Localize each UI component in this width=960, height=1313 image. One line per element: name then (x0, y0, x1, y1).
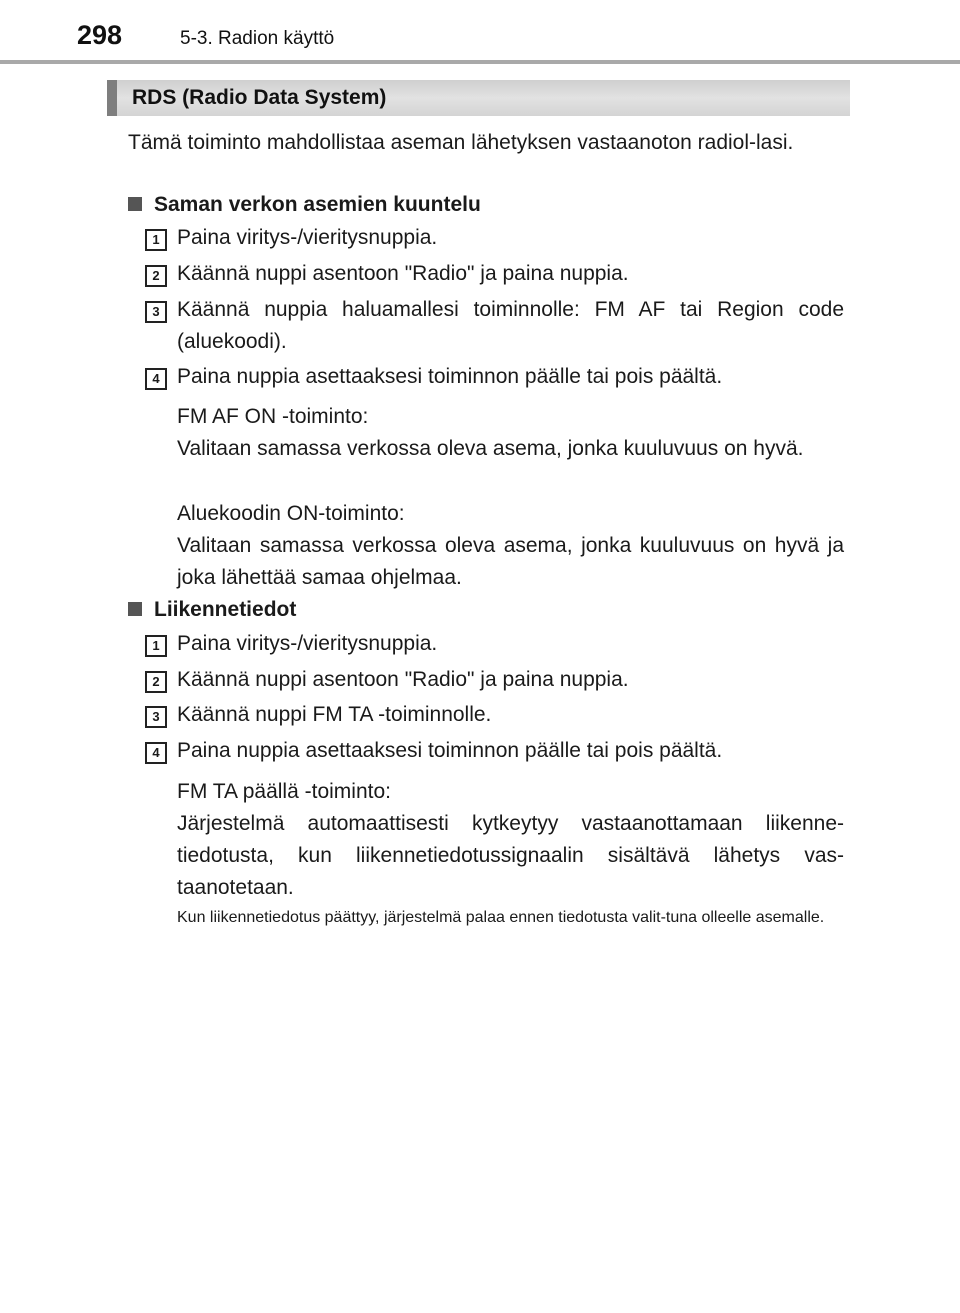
subheading-text: Saman verkon asemien kuuntelu (154, 193, 481, 216)
note-label: FM AF ON -toiminto: (177, 405, 369, 428)
step-number-badge: 4 (145, 368, 167, 390)
step-text: Käännä nuppi asentoon "Radio" ja paina nuppia. (177, 262, 629, 285)
note-text: Järjestelmä automaattisesti kytkeytyy vastaanottamaan liikenne-tiedotusta, kun liikennetiedotussignaalin sisältävä lähetys vas-taanotetaan. (177, 812, 844, 899)
step-number-badge: 3 (145, 301, 167, 323)
step-number-badge: 2 (145, 265, 167, 287)
note-label: FM TA päällä -toiminto: (177, 780, 391, 803)
page-number: 298 (77, 20, 123, 50)
note-text: Valitaan samassa verkossa oleva asema, jonka kuuluvuus on hyvä. (177, 437, 804, 460)
step-number-badge: 4 (145, 742, 167, 764)
step-text: Käännä nuppia haluamallesi toiminnolle: FM AF tai Region code (aluekoodi). (177, 298, 844, 353)
header-rule (0, 60, 960, 64)
small-note: Kun liikennetiedotus päättyy, järjestelmä palaa ennen tiedotusta valit-tuna olleelle asemalle. (177, 909, 825, 926)
step-number-badge: 1 (145, 635, 167, 657)
step-text: Käännä nuppi FM TA -toiminnolle. (177, 703, 492, 726)
note-text: Valitaan samassa verkossa oleva asema, jonka kuuluvuus on hyvä ja joka lähettää samaa ohjelmaa. (177, 534, 844, 589)
page-header (0, 0, 960, 66)
step-text: Paina nuppia asettaaksesi toiminnon päälle tai pois päältä. (177, 739, 723, 762)
note-block (177, 401, 844, 465)
step-text: Paina nuppia asettaaksesi toiminnon päälle tai pois päältä. (177, 365, 723, 388)
step-number-badge: 3 (145, 706, 167, 728)
note-block (177, 776, 844, 904)
bullet-square-icon (128, 197, 142, 211)
intro-paragraph: Tämä toiminto mahdollistaa aseman lähetyksen vastaanoton radiol-lasi. (128, 131, 794, 154)
subheading-traffic-info (128, 598, 296, 622)
note-block (177, 498, 844, 594)
step-number-badge: 2 (145, 671, 167, 693)
step-text: Paina viritys-/vieritysnuppia. (177, 632, 438, 655)
note-label: Aluekoodin ON-toiminto: (177, 502, 405, 525)
step-text: Käännä nuppi asentoon "Radio" ja paina nuppia. (177, 668, 629, 691)
section-label: 5-3. Radion käyttö (180, 28, 335, 49)
step-text: Paina viritys-/vieritysnuppia. (177, 226, 438, 249)
step-number-badge: 1 (145, 229, 167, 251)
section-title-bar (107, 80, 850, 116)
subheading-text: Liikennetiedot (154, 598, 297, 621)
section-title: RDS (Radio Data System) (132, 86, 387, 109)
bullet-square-icon (128, 602, 142, 616)
subheading-same-network (128, 193, 481, 217)
